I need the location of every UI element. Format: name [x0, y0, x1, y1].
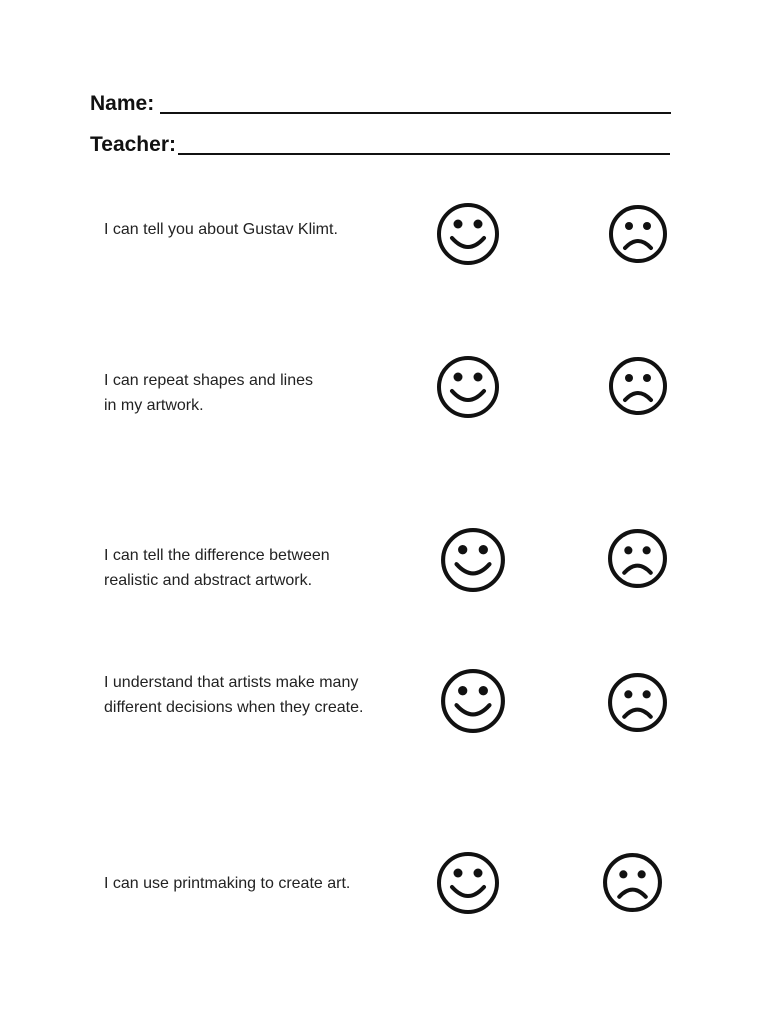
- smiley-face-icon[interactable]: [436, 355, 500, 419]
- statement-line: I can use printmaking to create art.: [104, 875, 351, 892]
- teacher-field[interactable]: [90, 133, 176, 157]
- statement-line: in my artwork.: [104, 397, 204, 414]
- statement-line: I can repeat shapes and lines: [104, 372, 314, 389]
- statement-line: realistic and abstract artwork.: [104, 572, 313, 589]
- statement-line: I can tell the difference between: [104, 547, 330, 564]
- frowning-face-icon[interactable]: [607, 672, 668, 733]
- frowning-face-icon[interactable]: [607, 528, 668, 589]
- statement-3: [104, 543, 404, 593]
- frowning-face-icon[interactable]: [602, 852, 663, 913]
- statement-5: [104, 871, 404, 896]
- statement-line: different decisions when they create.: [104, 699, 364, 716]
- frowning-face-icon[interactable]: [608, 204, 668, 264]
- name-blank-line[interactable]: [160, 92, 671, 114]
- teacher-label: Teacher:: [90, 133, 176, 156]
- smiley-face-icon[interactable]: [436, 202, 500, 266]
- teacher-blank-line[interactable]: [178, 133, 670, 155]
- smiley-face-icon[interactable]: [440, 668, 506, 734]
- statement-4: [104, 670, 404, 720]
- statement-line: I understand that artists make many: [104, 674, 359, 691]
- smiley-face-icon[interactable]: [436, 851, 500, 915]
- statement-line: I can tell you about Gustav Klimt.: [104, 221, 338, 238]
- statement-2: [104, 368, 404, 418]
- name-label: Name:: [90, 92, 155, 115]
- statement-1: [104, 217, 404, 242]
- name-field[interactable]: [90, 92, 154, 116]
- frowning-face-icon[interactable]: [608, 356, 668, 416]
- smiley-face-icon[interactable]: [440, 527, 506, 593]
